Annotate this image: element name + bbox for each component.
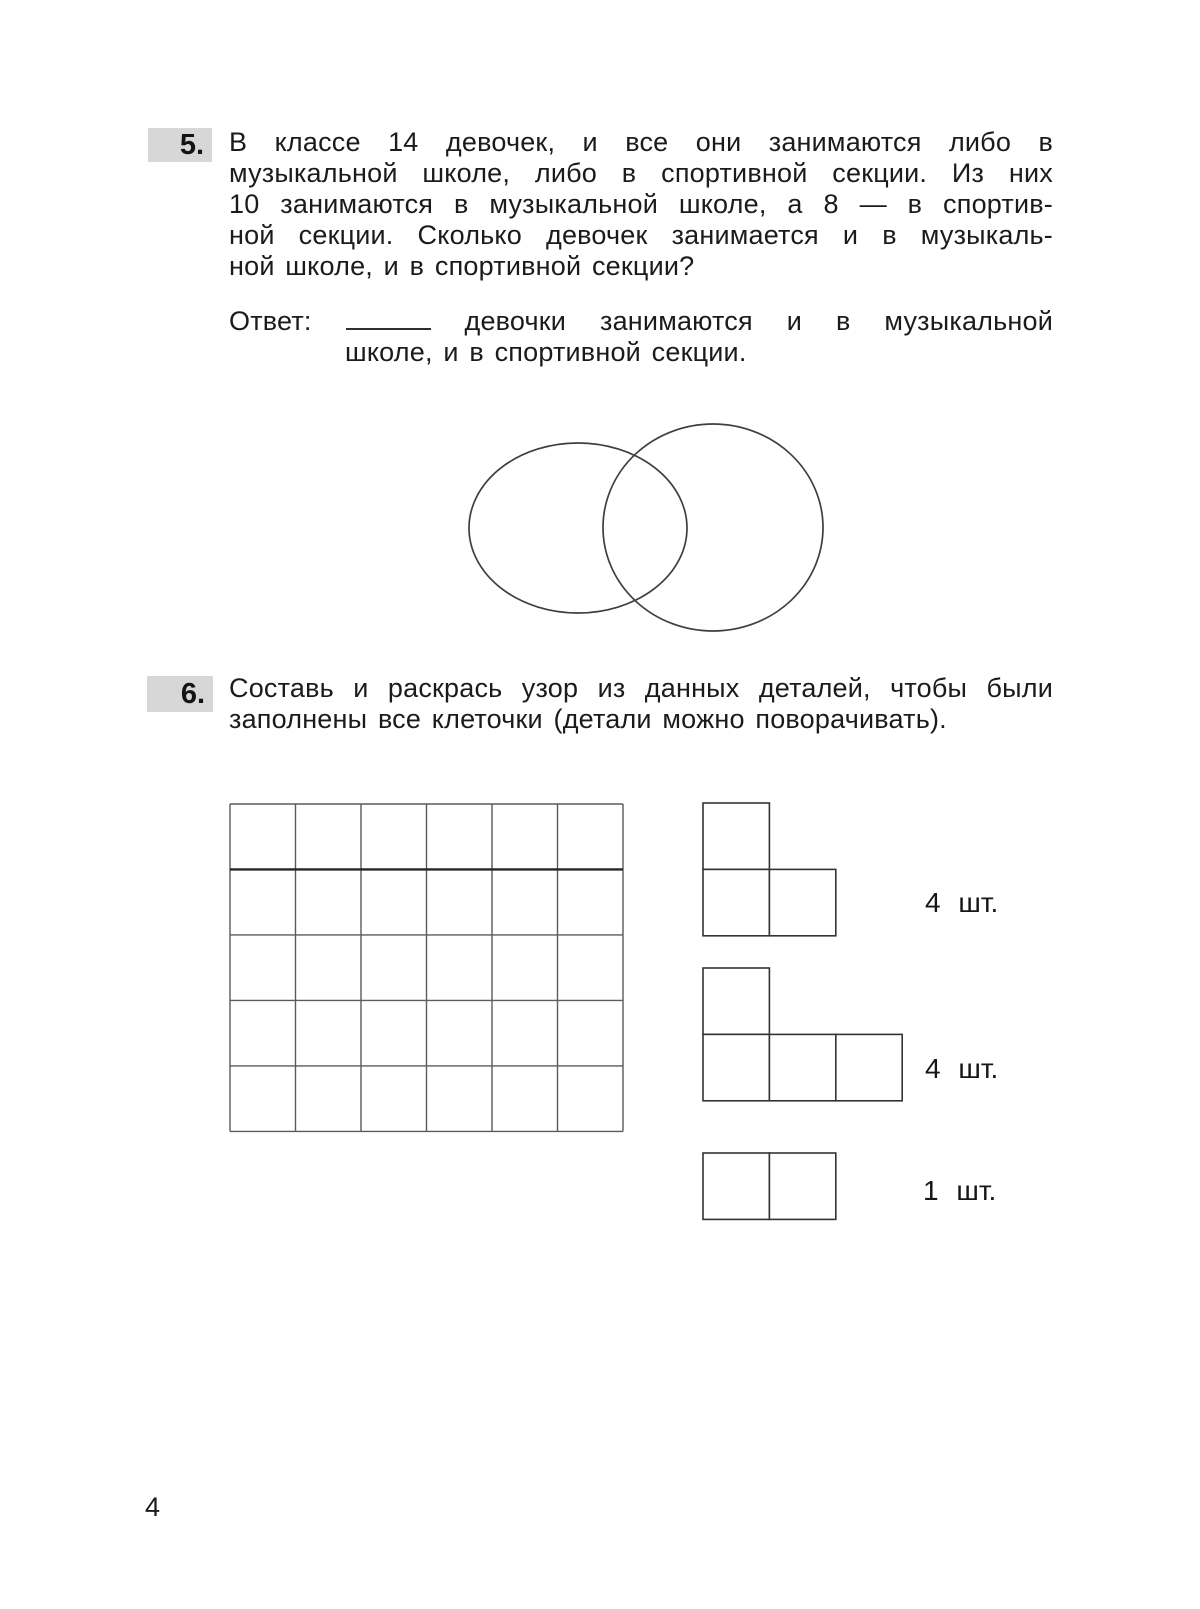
piece-cell	[703, 968, 769, 1034]
piece-cell	[769, 869, 835, 935]
piece-l-tetromino	[702, 967, 904, 1103]
answer-block	[229, 306, 1053, 368]
problem-6-line-1: Составь и раскрась узор из данных деталей, чтобы были	[229, 673, 1053, 703]
pattern-grid	[229, 803, 624, 1133]
answer-blank-line	[346, 326, 431, 330]
piece-l-tetromino-count: 4 шт.	[925, 1053, 999, 1084]
problem-5-text	[229, 127, 1053, 282]
problem-6-text	[229, 673, 1053, 735]
piece-cell	[703, 1153, 769, 1219]
piece-cell	[703, 1034, 769, 1100]
page-number: 4	[145, 1492, 161, 1522]
problem-5-line-3: 10 занимаются в музыкальной школе, а 8 — в спортив-	[229, 189, 1053, 219]
problem-6-line-2: заполнены все клеточки (детали можно поворачивать).	[229, 704, 947, 734]
piece-domino	[702, 1152, 838, 1222]
answer-label: Ответ:	[229, 306, 312, 336]
piece-l-tromino	[702, 802, 838, 938]
problem-5-line-2: музыкальной школе, либо в спортивной секции. Из них	[229, 158, 1053, 188]
problem-5-line-5: ной школе, и в спортивной секции?	[229, 251, 695, 281]
answer-text-part2: школе, и в спортивной секции.	[345, 337, 747, 367]
piece-cell	[703, 869, 769, 935]
problem-5-number-badge: 5.	[148, 128, 212, 162]
problem-6-number-badge: 6.	[147, 676, 213, 712]
piece-cell	[703, 803, 769, 869]
piece-cell	[769, 1153, 835, 1219]
piece-domino-count: 1 шт.	[923, 1175, 997, 1206]
piece-cell	[836, 1034, 902, 1100]
piece-l-tromino-count: 4 шт.	[925, 887, 999, 918]
venn-diagram	[465, 420, 830, 637]
problem-5-line-4: ной секции. Сколько девочек занимается и в музыкаль-	[229, 220, 1053, 250]
answer-text-part1: девочки занимаются и в музыкальной	[464, 306, 1053, 336]
answer-line-1	[229, 306, 1053, 337]
problem-5-line-1: В классе 14 девочек, и все они занимаются либо в	[229, 127, 1053, 157]
piece-cell	[769, 1034, 835, 1100]
venn-left-ellipse	[469, 443, 687, 613]
